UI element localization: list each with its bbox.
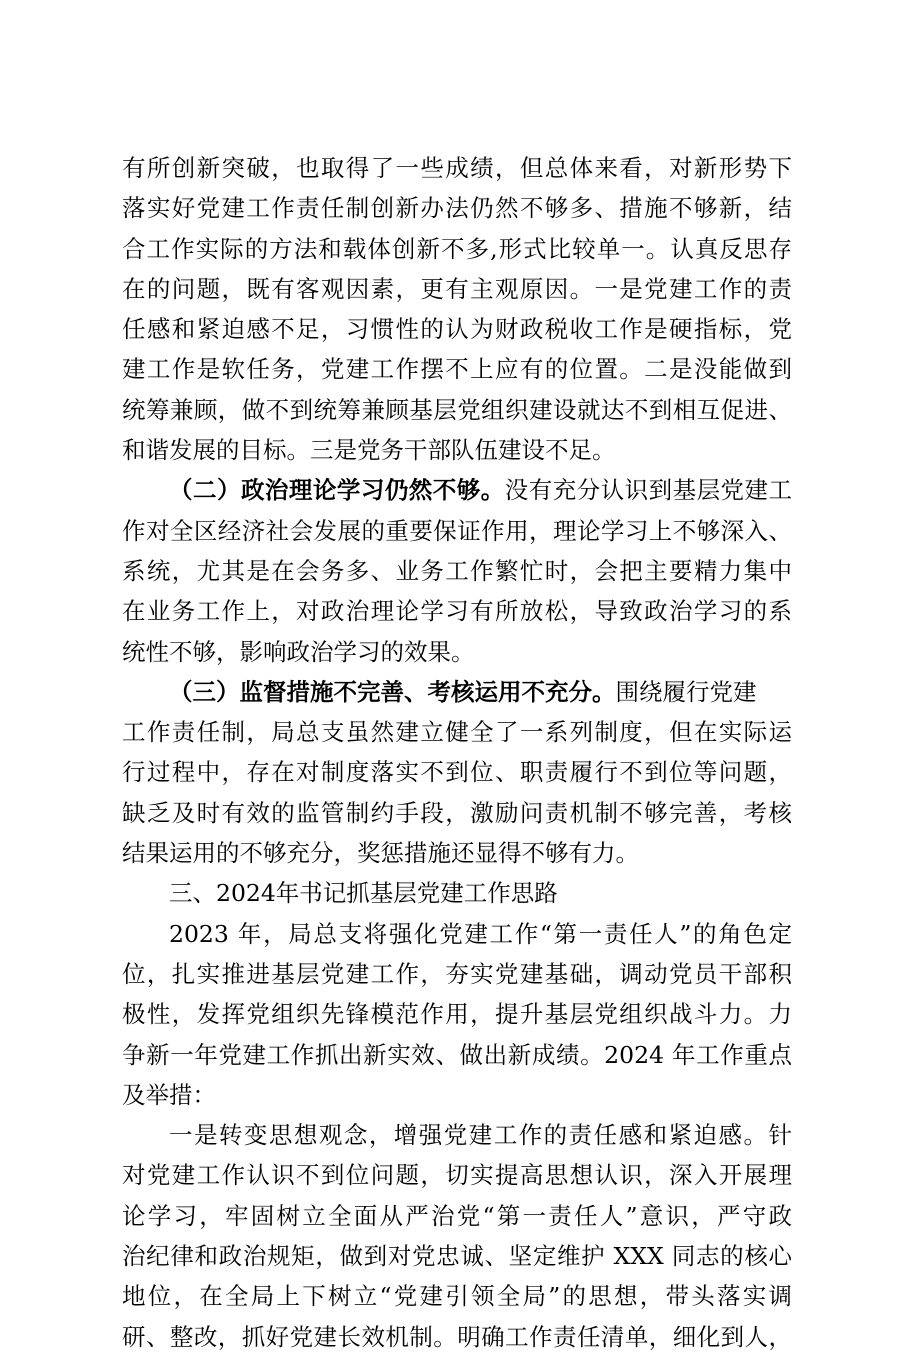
text-line: 合工作实际的方法和载体创新不多,形式比较单一。认真反思存 (122, 234, 792, 263)
text-line: 及举措： (122, 1080, 216, 1109)
text-line: 一是转变思想观念，增强党建工作的责任感和紧迫感。针 (169, 1121, 792, 1150)
text-line: 研、整改，抓好党建长效机制。明确工作责任清单，细化到人， (122, 1322, 792, 1351)
text-line: 有所创新突破，也取得了一些成绩，但总体来看，对新形势下 (122, 154, 792, 182)
subheading-theory-study: （二）政治理论学习仍然不够。 (169, 476, 505, 505)
text-line: 治纪律和政治规矩，做到对党忠诚、坚定维护 XXX 同志的核心 (122, 1242, 792, 1271)
text-line: 论学习，牢固树立全面从严治党“第一责任人”意识，严守政 (122, 1201, 792, 1230)
text-fragment: 围绕履行党建 (615, 677, 757, 706)
text-line: 缺乏及时有效的监管制约手段，激励问责机制不够完善，考核 (122, 798, 792, 827)
paragraph-measure-one (122, 1115, 792, 1357)
text-line: 地位，在全局上下树立“党建引领全局”的思想，带头落实调 (122, 1282, 792, 1311)
text-line: 统筹兼顾，做不到统筹兼顾基层党组织建设就达不到相互促进、 (122, 395, 792, 424)
text-line: 争新一年党建工作抓出新实效、做出新成绩。2024 年工作重点 (122, 1040, 792, 1069)
document-body (122, 148, 792, 1357)
text-line: 落实好党建工作责任制创新办法仍然不够多、措施不够新，结 (122, 194, 792, 223)
text-line: 作对全区经济社会发展的重要保证作用，理论学习上不够深入、 (122, 516, 792, 545)
text-line: 极性，发挥党组织先锋模范作用，提升基层党组织战斗力。力 (122, 1000, 792, 1029)
subheading-supervision: （三）监督措施不完善、考核运用不充分。 (169, 677, 616, 706)
section-title: 三、2024年书记抓基层党建工作思路 (169, 879, 558, 908)
text-line: 行过程中，存在对制度落实不到位、职责履行不到位等问题， (122, 758, 792, 787)
text-fragment: 没有充分认识到基层党建工 (504, 476, 793, 505)
paragraph-problems-continued (122, 148, 792, 470)
text-line: 对党建工作认识不到位问题，切实提高思想认识，深入开展理 (122, 1161, 792, 1190)
text-line (122, 672, 792, 712)
text-line: 位，扎实推进基层党建工作，夯实党建基础，调动党员干部积 (122, 959, 792, 988)
paragraph-supervision (122, 672, 792, 873)
text-line: 工作责任制，局总支虽然建立健全了一系列制度，但在实际运 (122, 718, 792, 747)
text-line (122, 470, 792, 510)
text-line: 和谐发展的目标。三是党务干部队伍建设不足。 (122, 436, 616, 465)
section-heading (122, 873, 792, 913)
text-line: 任感和紧迫感不足，习惯性的认为财政税收工作是硬指标，党 (122, 315, 792, 344)
text-line: 2023 年，局总支将强化党建工作“第一责任人”的角色定 (169, 919, 792, 948)
paragraph-2023-summary (122, 914, 792, 1115)
text-line: 建工作是软任务，党建工作摆不上应有的位置。二是没能做到 (122, 355, 792, 384)
paragraph-theory-study (122, 470, 792, 671)
text-line: 在的问题，既有客观因素，更有主观原因。一是党建工作的责 (122, 274, 792, 303)
text-line: 系统，尤其是在会务多、业务工作繁忙时，会把主要精力集中 (122, 556, 792, 585)
text-line: 统性不够，影响政治学习的效果。 (122, 637, 475, 666)
text-line: 结果运用的不够充分，奖惩措施还显得不够有力。 (122, 839, 639, 868)
text-line: 在业务工作上，对政治理论学习有所放松，导致政治学习的系 (122, 597, 792, 626)
